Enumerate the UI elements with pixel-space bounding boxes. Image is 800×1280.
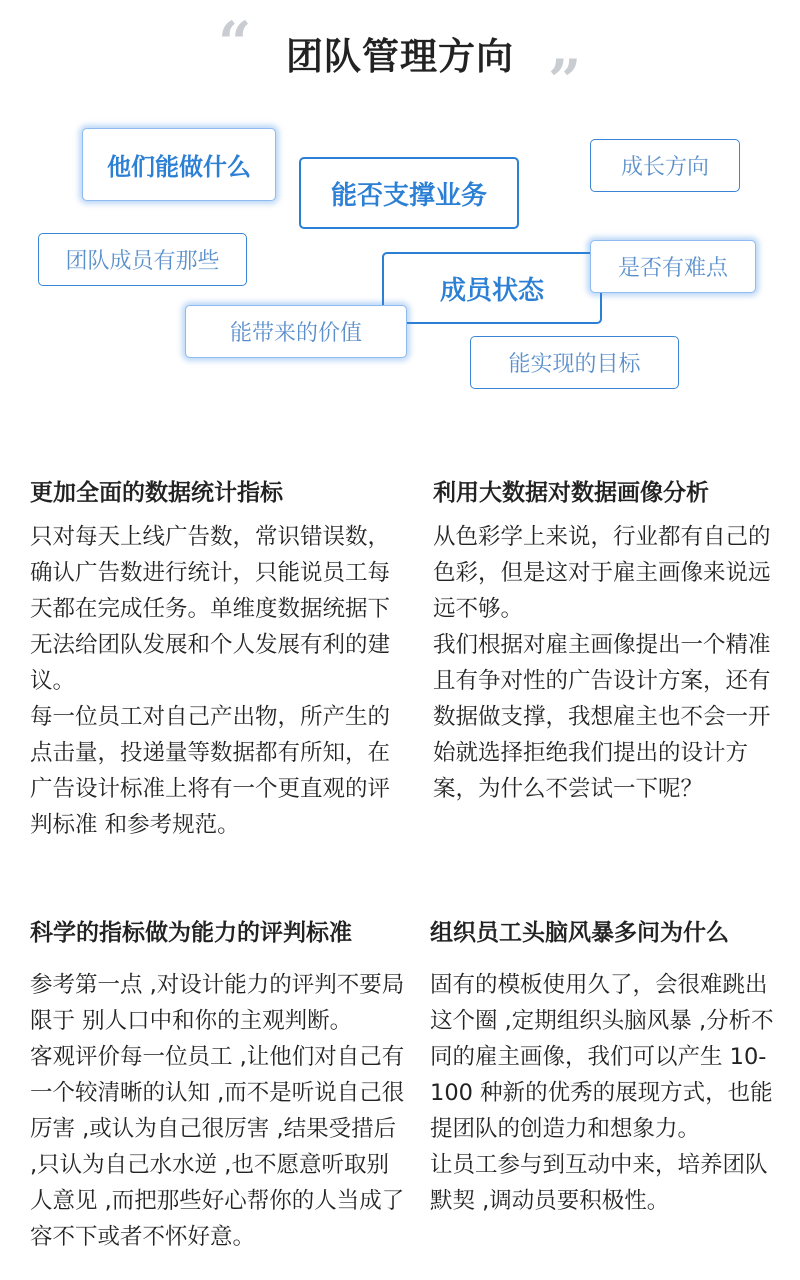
paragraph: 只对每天上线广告数，常识错误数，确认广告数进行统计，只能说员工每天都在完成任务。单维度数据统据下无法给团队发展和个人发展有利的建议。 [30,524,391,694]
tag-team-members: 团队成员有那些 [38,233,247,286]
page-title: 团队管理方向 [286,35,514,78]
section-big-data-portrait [433,474,783,807]
paragraph: 我们根据对雇主画像提出一个精准且有争对性的广告设计方案，还有数据做支撑，我想雇主也不会一开始就选择拒绝我们提出的设计方案，为什么不尝试一下呢？ [433,632,771,802]
section-title: 利用大数据对数据画像分析 [433,480,709,506]
paragraph: 从色彩学上来说，行业都有自己的色彩，但是这对于雇主画像来说远远不够。 [433,524,771,622]
section-title: 科学的指标做为能力的评判标准 [30,920,352,946]
tag-support-business: 能否支撑业务 [299,157,519,229]
tag-value-brought: 能带来的价值 [185,305,407,358]
section-body [430,967,780,1219]
paragraph: 让员工参与到互动中来，培养团队默契 ,调动员要积极性。 [430,1152,768,1214]
close-quote-mark: ” [548,47,582,115]
section-body [30,519,405,843]
paragraph: 固有的模板使用久了，会很难跳出这个圈 ,定期组织头脑风暴 ,分析不同的雇主画像，我们可以产生 10-100 种新的优秀的展现方式，也能提团队的创造力和想象力。 [430,972,774,1142]
tag-achievable-goals: 能实现的目标 [470,336,679,389]
tag-what-they-can-do: 他们能做什么 [82,128,276,201]
section-body [433,519,783,807]
paragraph: 参考第一点 ,对设计能力的评判不要局限于 别人口中和你的主观判断。 [30,972,405,1034]
open-quote-mark: “ [218,9,252,77]
section-brainstorm [430,914,780,1219]
section-body [30,967,405,1255]
section-scientific-metrics [30,914,405,1255]
tag-growth-direction: 成长方向 [590,139,740,192]
tag-difficulties: 是否有难点 [590,240,756,293]
section-title: 组织员工头脑风暴多问为什么 [430,920,729,946]
section-data-metrics [30,474,405,843]
section-title: 更加全面的数据统计指标 [30,480,283,506]
tag-member-status: 成员状态 [382,252,602,324]
paragraph: 客观评价每一位员工 ,让他们对自己有一个较清晰的认知 ,而不是听说自己很厉害 ,或认为自己很厉害 ,结果受措后 ,只认为自己水水逆 ,也不愿意听取别人意见 ,而把那些好心帮你的人当成了容不下或者不怀好意。 [30,1044,405,1250]
paragraph: 每一位员工对自己产出物，所产生的点击量，投递量等数据都有所知，在广告设计标准上将有一个更直观的评判标准 和参考规范。 [30,704,391,838]
